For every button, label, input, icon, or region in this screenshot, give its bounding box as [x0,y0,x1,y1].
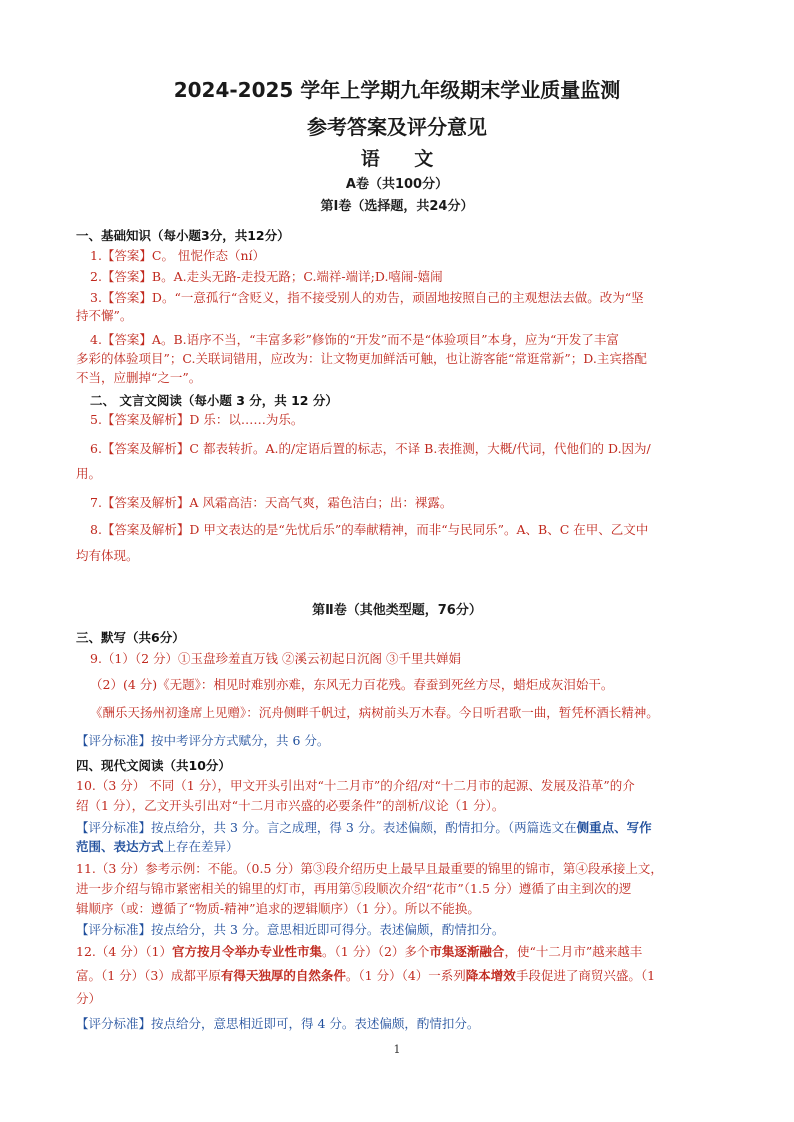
score-tag: 【评分标准】 [76,922,152,937]
score-text: 按点给分，共 3 分。意思相近即可得分。表述偏颇，酌情扣分。 [151,922,505,937]
score-standard-q9 [76,732,329,750]
score-tag: 【评分标准】 [76,820,152,835]
answer-q12-line1 [76,943,642,961]
answer-q9-line1: 9.（1）（2 分）①玉盘珍羞直万钱 ②溪云初起日沉阁 ③千里共婵娟 [90,651,462,666]
answer-q1: 1.【答案】C。 忸怩作态（ní） [90,248,266,263]
answer-q10-line1: 10.（3 分） 不同（1 分），甲文开头引出对“十二月市”的介绍/对“十二月市的起源、发展及沿革”的介 [76,778,635,793]
answer-q9-line3: 《酬乐天扬州初逢席上见赠》：沉舟侧畔千帆过，病树前头万木春。今日听君歌一曲，暂凭杯酒长精神。 [90,705,659,720]
answer-emphasis: 有得天独厚的自然条件 [220,968,346,983]
answer-text: 。（1 分）（2）多个 [322,944,430,959]
answer-emphasis: 降本增效 [465,968,516,983]
part1-title: 第Ⅰ卷（选择题，共24分） [320,199,474,214]
answer-text: 富。（1 分）（3）成都平原 [76,968,221,983]
score-text: 按点给分，意思相近即可，得 4 分。表述偏颇，酌情扣分。 [151,1016,480,1031]
subject-title: 语 文 [360,148,448,170]
answer-q4-line3: 不当，应删掉“之一”。 [76,370,202,385]
answer-q4-line1: 4.【答案】A。B.语序不当，“丰富多彩”修饰的“开发”而不是“体验项目”本身，应为“开发了丰富 [90,332,619,347]
answer-q7: 7.【答案及解析】A 风霜高洁：天高气爽，霜色洁白；出：裸露。 [90,495,453,510]
score-tag: 【评分标准】 [76,733,152,748]
answer-text: 。（1 分）（4）一系列 [345,968,466,983]
answer-q12-line2 [76,967,655,985]
answer-q3-line2: 持不懈”。 [76,308,133,323]
score-text: 按中考评分方式赋分，共 6 分。 [151,733,330,748]
answer-q11-line1: 11.（3 分）参考示例：不能。（0.5 分）第③段介绍历史上最早且最重要的锦里的锦市，第④段承接上文， [76,861,663,876]
score-tag: 【评分标准】 [76,1016,152,1031]
answer-q12-line3: 分） [76,991,102,1006]
answer-q5: 5.【答案及解析】D 乐：以……为乐。 [90,412,304,427]
answer-text: 12.（4 分）（1） [76,944,173,959]
answer-emphasis: 官方按月令举办专业性市集 [172,944,323,959]
section4-heading: 四、现代文阅读（共10分） [76,758,231,773]
volume-a-title: A卷（共100分） [345,177,449,192]
score-standard-q10-line2 [76,838,239,856]
answer-q8-line1: 8.【答案及解析】D 甲文表达的是“先忧后乐”的奉献精神，而非“与民同乐”。A、B、C 在甲、乙文中 [90,522,649,537]
answer-text: 手段促进了商贸兴盛。（1 [515,968,656,983]
score-standard-q12 [76,1015,479,1033]
answer-q11-line3: 辑顺序（或：遵循了“物质-精神”追求的逻辑顺序）（1 分）。所以不能换。 [76,901,480,916]
section3-heading: 三、默写（共6分） [76,630,185,645]
page-number: 1 [393,1043,401,1056]
score-standard-q10-line1 [76,819,652,837]
section1-heading: 一、基础知识（每小题3分，共12分） [76,228,290,243]
part2-title: 第Ⅱ卷（其他类型题，76分） [312,603,482,618]
answer-q4-line2: 多彩的体验项目”；C.关联词错用，应改为：让文物更加鲜活可触，也让游客能“常逛常新”；D.主宾搭配 [76,351,647,366]
answer-q2: 2.【答案】B。A.走头无路-走投无路；C.端祥-端详;D.嘻闹-嬉闹 [90,269,443,284]
answer-q10-line2: 绍（1 分），乙文开头引出对“十二月市兴盛的必要条件”的剖析/议论（1 分）。 [76,798,505,813]
section2-heading: 二、 文言文阅读（每小题 3 分，共 12 分） [90,393,338,408]
exam-title: 2024-2025 学年上学期九年级期末学业质量监测 [173,78,621,102]
answer-q11-line2: 进一步介绍与锦市紧密相关的锦里的灯市，再用第⑤段顺次介绍“花市”（1.5 分）遵循了由主到次的逻 [76,881,632,896]
score-text: 按点给分，共 3 分。言之成理，得 3 分。表述偏颇，酌情扣分。（两篇选文在 [151,820,577,835]
score-emphasis: 侧重点、写作 [576,820,652,835]
answer-q6-line2: 用。 [76,466,102,481]
answer-q3-line1: 3.【答案】D。“一意孤行“含贬义，指不接受别人的劝告，顽固地按照自己的主观想法去做。改为“坚 [90,290,644,305]
score-text: 上存在差异） [163,839,239,854]
answer-key-title: 参考答案及评分意见 [307,115,487,139]
score-emphasis: 范围、表达方式 [76,839,164,854]
score-standard-q11 [76,921,504,939]
answer-emphasis: 市集逐渐融合 [429,944,505,959]
answer-q9-line2: （2）(4 分)《无题》：相见时难别亦难，东风无力百花残。春蚕到死丝方尽，蜡炬成灰泪始干。 [90,677,614,692]
answer-text: ，使“十二月市”越来越丰 [504,944,643,959]
answer-q8-line2: 均有体现。 [76,548,139,563]
answer-q6-line1: 6.【答案及解析】C 都表转折。A.的/定语后置的标志，不译 B.表推测，大概/代词，代他们的 D.因为/ [90,441,651,456]
